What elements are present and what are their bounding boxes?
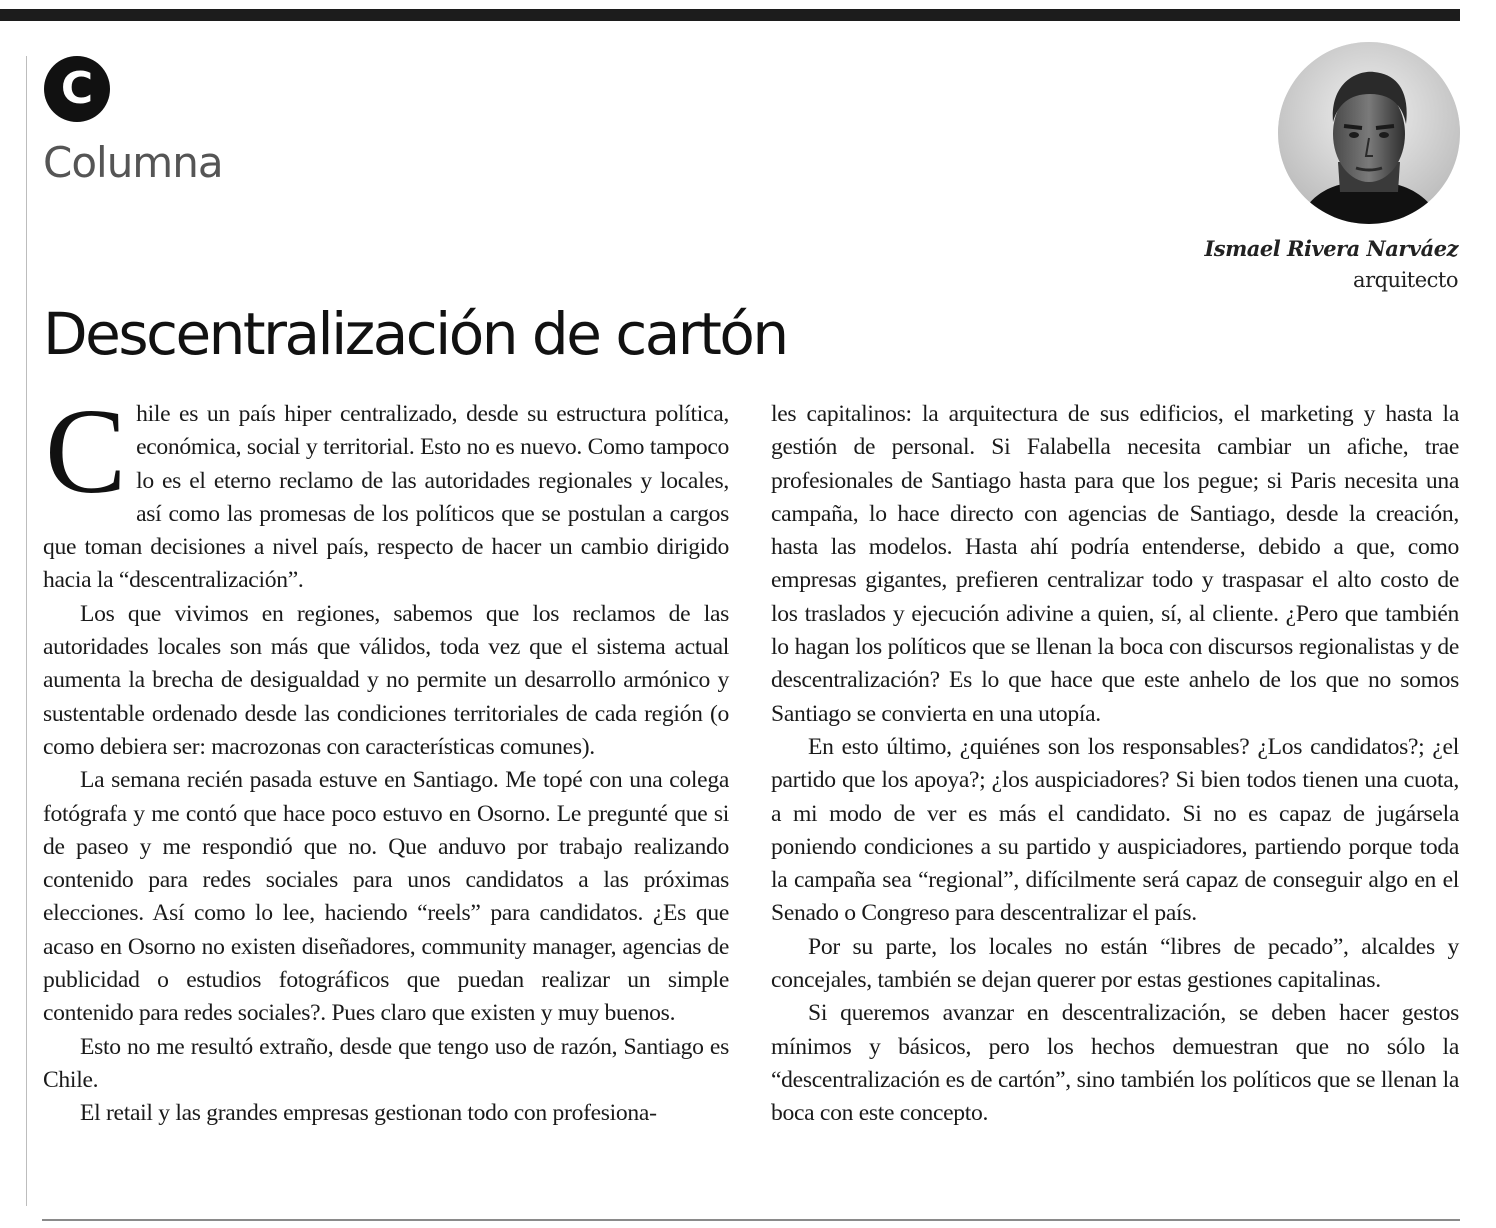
article-column-2 [771,398,1459,1131]
paragraph: Los que vivimos en regiones, sabemos que los reclamos de las autoridades locales son más que válidos, toda vez que el sistema actual aumenta la brecha de desigualdad y no permite un desarrollo armónico y sustentable ordenado desde las condiciones territoriales de cada región (o como debiera ser: macrozonas con características comunes). [43,600,729,760]
article-column-1 [43,384,729,1131]
paragraph: La semana recién pasada estuve en Santiago. Me topé con una colega fotógrafa y me contó que hace poco estuvo en Osorno. Le pregunté que si de paseo y me respondió que no. Que anduvo por trabajo realizando contenido para redes sociales para unos candidatos a las próximas elecciones. Así como lo lee, haciendo “reels” para candidatos. ¿Es que acaso en Osorno no existen diseñadores, community manager, agencias de publicidad o estudios fotográficos que puedan realizar un simple contenido para redes sociales?. Pues claro que existen y muy buenos. [43,767,729,1027]
paragraph [43,384,729,598]
paragraph: En esto último, ¿quiénes son los responsables? ¿Los candidatos?; ¿el partido que los apoya?; ¿los auspiciadores? Si bien todos tienen una cuota, a mi modo de ver es más el candidato. Si no es capaz de jugársela poniendo condiciones a su partido y auspiciadores, partiendo porque toda la campaña sea “regional”, difícilmente será capaz de conseguir algo en el Senado o Congreso para descentralizar el país. [771,733,1459,927]
paragraph: Esto no me resultó extraño, desde que tengo uso de razón, Santiago es Chile. [43,1033,729,1093]
author-portrait-icon [1278,42,1460,224]
author-role: arquitecto [1353,268,1458,292]
left-rule [26,56,27,1206]
paragraph: les capitalinos: la arquitectura de sus edificios, el marketing y hasta la gestión de personal. Si Falabella necesita cambiar un afiche, trae profesionales de Santiago hasta para que los pegue; si Paris necesita una campaña, lo hace directo con agencias de Santiago, desde la creación, hasta las modelos. Hasta ahí podría entenderse, debido a que, como empresas gigantes, prefieren centralizar todo y traspasar el alto costo de los traslados y ejecución adivine a quien, sí, al cliente. ¿Pero que también lo hagan los políticos que se llenan la boca con discursos regionalistas y de descentralización? Es lo que hace que este anhelo de los que no somos Santiago se convierta en una utopía. [771,401,1459,727]
paragraph: El retail y las grandes empresas gestionan todo con profesiona- [80,1100,657,1127]
bottom-rule [42,1219,1460,1221]
drop-cap: C [45,384,127,519]
section-badge: C [44,56,110,122]
author-photo [1278,42,1460,224]
paragraph-text: hile es un país hiper centralizado, desde su estructura política, económica, social y territorial. Esto no es nuevo. Como tampoco lo es el eterno reclamo de las autoridades regionales y locales, así como las promesas de los políticos que se postulan a cargos que toman decisiones a nivel país, respecto de hacer un cambio dirigido hacia la “descentralización”. [43,401,729,594]
paragraph: Por su parte, los locales no están “libres de pecado”, alcaldes y concejales, también se dejan querer por estas gestiones capitalinas. [771,933,1459,994]
top-rule [0,9,1460,21]
article-headline: Descentralización de cartón [43,300,787,368]
section-label: Columna [43,138,223,187]
author-name: Ismael Rivera Narváez [1204,236,1458,261]
paragraph: Si queremos avanzar en descentralización, se deben hacer gestos mínimos y básicos, pero los hechos demuestran que no sólo la “descentralización es de cartón”, sino también los políticos que se llenan la boca con este concepto. [771,1000,1459,1127]
